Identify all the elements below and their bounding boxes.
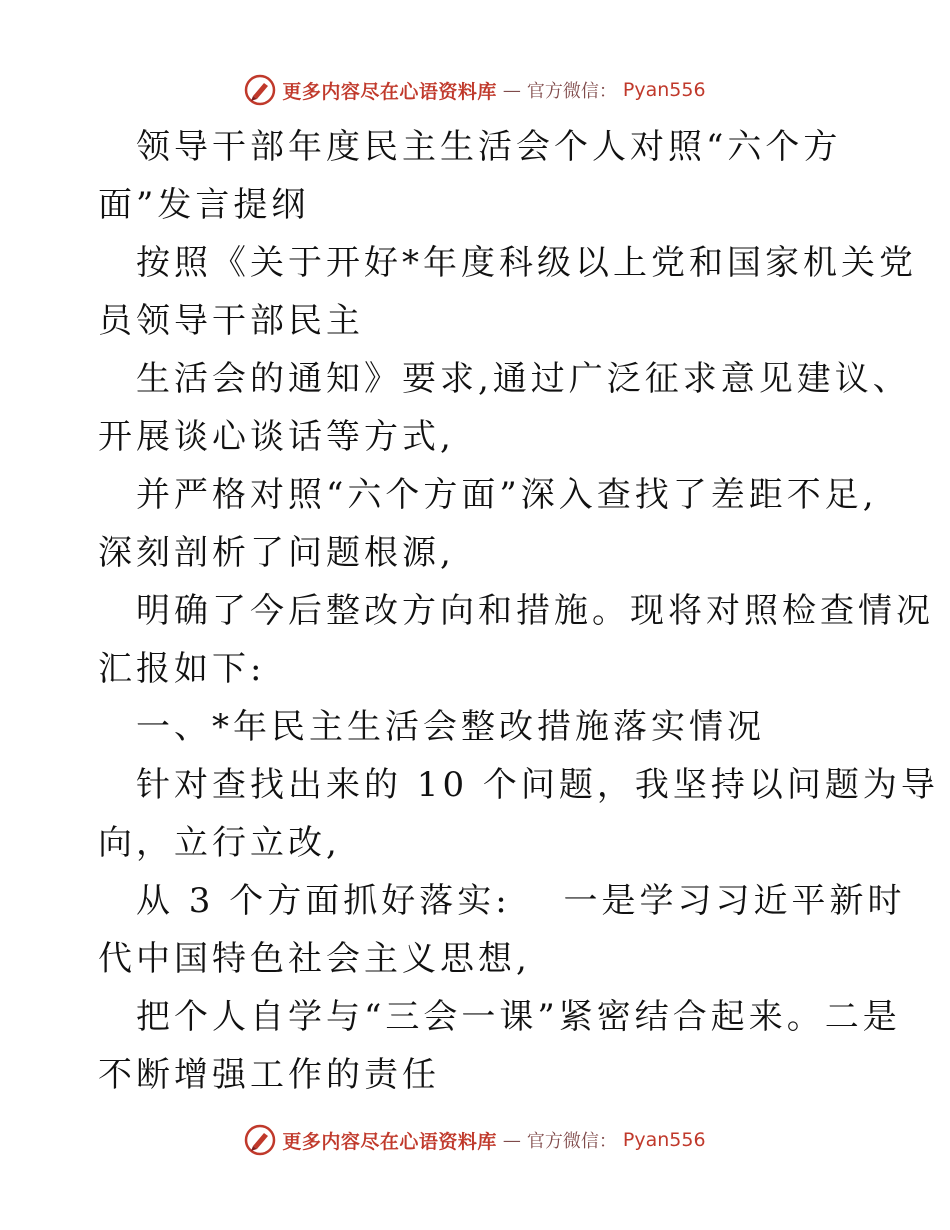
document-line: 并严格对照“六个方面”深入查找了差距不足, [136, 475, 878, 515]
document-line: 不断增强工作的责任 [98, 1055, 440, 1095]
document-line: 代中国特色社会主义思想, [98, 939, 531, 979]
document-line: 深刻剖析了问题根源, [98, 533, 455, 573]
document-line: 针对查找出来的 10 个问题，我坚持以问题为导 [136, 765, 939, 805]
document-line: 生活会的通知》要求,通过广泛征求意见建议、 [136, 359, 911, 399]
document-line: 开展谈心谈话等方式, [98, 417, 455, 457]
watermark-id: Pyan556 [622, 1129, 706, 1151]
document-line: 一、*年民主生活会整改措施落实情况 [136, 707, 765, 747]
document-line: 面”发言提纲 [98, 185, 310, 225]
footer-watermark [0, 1120, 950, 1160]
watermark-separator: — [502, 79, 521, 101]
watermark-text: 更多内容尽在心语资料库 [282, 80, 497, 103]
watermark-separator: — [502, 1129, 521, 1151]
document-line: 从 3 个方面抓好落实: 一是学习习近平新时 [136, 881, 906, 921]
document-body [98, 118, 939, 1104]
header-watermark [0, 70, 950, 110]
document-line: 把个人自学与“三会一课”紧密结合起来。二是 [136, 997, 901, 1037]
document-line: 员领导干部民主 [98, 301, 364, 341]
watermark-label: 官方微信： [526, 1131, 617, 1152]
watermark-text: 更多内容尽在心语资料库 [282, 1130, 497, 1153]
document-line: 领导干部年度民主生活会个人对照“六个方 [136, 127, 842, 167]
document-line: 向，立行立改, [98, 823, 341, 863]
document-line: 明确了今后整改方向和措施。现将对照检查情况 [136, 591, 934, 631]
watermark-label: 官方微信： [526, 81, 617, 102]
document-line: 按照《关于开好*年度科级以上党和国家机关党 [136, 243, 917, 283]
document-line: 汇报如下: [98, 649, 266, 689]
pen-logo-icon [244, 1124, 276, 1156]
pen-logo-icon [244, 74, 276, 106]
watermark-id: Pyan556 [622, 79, 706, 101]
